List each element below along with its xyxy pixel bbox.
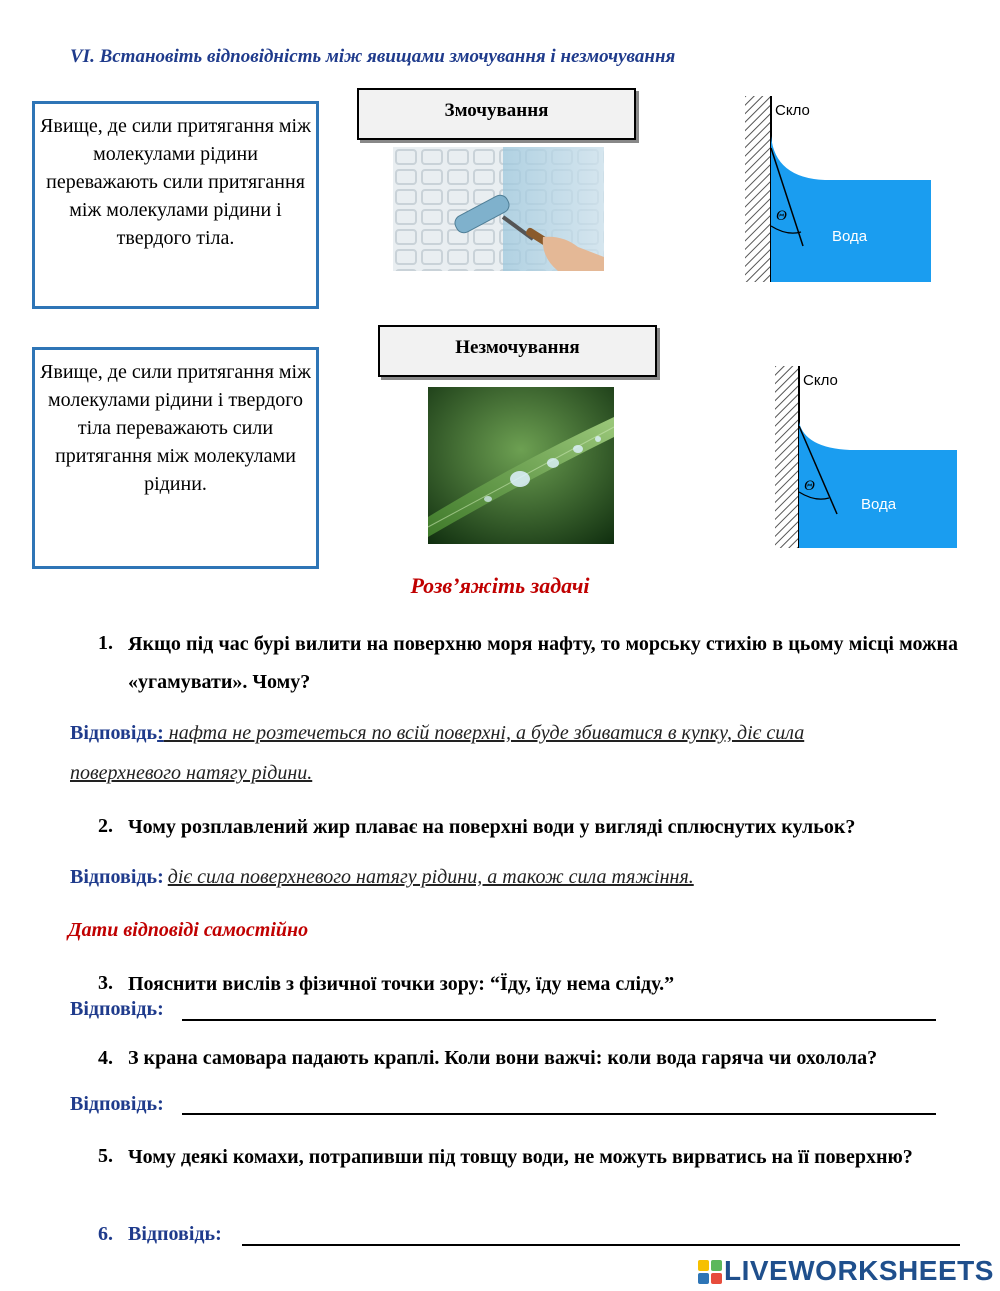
answer-label: Відповідь: <box>70 866 164 888</box>
label-nonwetting[interactable]: Незмочування <box>378 325 657 377</box>
question-text: Якщо під час бурі вилити на поверхню моря нафту, то морську стихію в цьому місці можна «угамувати». Чому? <box>128 633 958 693</box>
item-6-number: 6. <box>98 1223 113 1245</box>
question-text: Чому розплавлений жир плаває на поверхні води у вигляді сплюснутих кульок? <box>128 816 856 838</box>
question-text: Чому деякі комахи, потрапивши під товщу води, не можуть вирватись на її поверхню? <box>128 1146 913 1168</box>
grass-droplets-photo <box>428 387 614 544</box>
question-text: З крана самовара падають краплі. Коли вони важчі: коли вода гаряча чи охолола? <box>128 1047 878 1069</box>
question-number: 4. <box>98 1047 113 1069</box>
answer-2 <box>70 866 694 889</box>
answer-label: Відповідь: <box>128 1223 222 1245</box>
wetting-meniscus-diagram <box>745 96 935 282</box>
answer-label: Відповідь: <box>70 998 164 1020</box>
angle-label: Θ <box>804 478 815 494</box>
angle-label: Θ <box>776 208 787 224</box>
water-label: Вода <box>861 496 897 513</box>
question-number: 5. <box>98 1145 113 1167</box>
question-number: 2. <box>98 815 113 837</box>
question-number: 3. <box>98 972 113 994</box>
nonwetting-meniscus-diagram <box>775 366 960 548</box>
worksheet-heading: VI. Встановіть відповідність між явищами змочування і незмочування <box>70 46 676 67</box>
answer-1: Відповідь: нафта не розтечеться по всій поверхні, а буде збиватися в купку, діє сила <box>70 722 805 744</box>
question-number: 1. <box>98 632 113 654</box>
liveworksheets-icon <box>698 1260 722 1284</box>
answer-5-field[interactable] <box>242 1244 960 1246</box>
answer-4-field[interactable] <box>182 1113 936 1115</box>
definition-box-wetting: Явище, де сили притягання між молекулами рідини переважають сили притягання між молекулами рідини і твердого тіла. <box>32 101 319 309</box>
tasks-section-title: Розв’яжіть задачі <box>410 573 590 598</box>
glass-label: Скло <box>803 372 838 389</box>
wall-painting-photo <box>393 147 604 271</box>
answer-1-text-cont: поверхневого натягу рідини. <box>70 762 313 784</box>
glass-label: Скло <box>775 102 810 119</box>
answer-1-text: нафта не розтечеться по всій поверхні, а буде збиватися в купку, діє сила <box>163 722 805 744</box>
self-answer-heading: Дати відповіді самостійно <box>68 919 309 941</box>
water-label: Вода <box>832 228 868 245</box>
answer-2-text: діє сила поверхневого натягу рідини, а також сила тяжіння. <box>167 866 694 888</box>
answer-3-field[interactable] <box>182 1019 936 1021</box>
answer-label: Відповідь: <box>70 1093 164 1115</box>
liveworksheets-logo <box>698 1255 998 1288</box>
liveworksheets-wordmark: LIVEWORKSHEETS <box>724 1255 994 1286</box>
answer-label: Відповідь <box>70 722 158 744</box>
label-wetting[interactable]: Змочування <box>357 88 636 140</box>
definition-box-nonwetting: Явище, де сили притягання між молекулами рідини і твердого тіла переважають сили притягання між молекулами рідини. <box>32 347 319 569</box>
question-text: Пояснити вислів з фізичної точки зору: “Їду, їду нема сліду.” <box>128 973 675 995</box>
